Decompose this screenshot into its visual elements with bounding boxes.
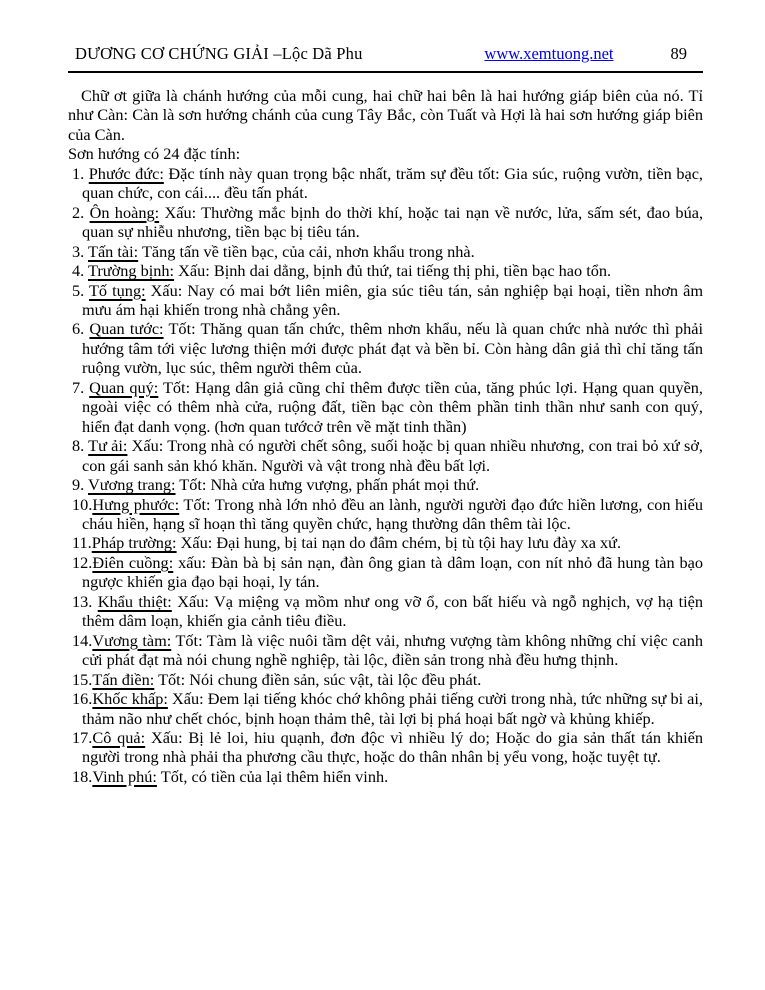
item-term: Phước đức:: [88, 163, 164, 183]
list-item: [68, 261, 703, 280]
item-term: Quan tước:: [89, 319, 164, 339]
item-number: 11.: [72, 533, 92, 553]
item-number: 2.: [72, 202, 90, 222]
item-term: Quan quý:: [89, 377, 159, 397]
item-term: Trường bịnh:: [88, 261, 175, 281]
intro-paragraph: Chữ ơt giữa là chánh hướng của mỗi cung, hai chữ hai bên là hai hướng giáp biên của nó. Tỉ như Càn: Càn là sơn hướng chánh của cung Tây Bắc, còn Tuất và Hợi là hai sơn hướng giáp biên của Càn.: [68, 86, 703, 144]
item-number: 7.: [72, 377, 90, 397]
list-item: [68, 495, 703, 534]
list-item: [68, 203, 703, 242]
list-item: [68, 689, 703, 728]
item-term: Hưng phước:: [92, 494, 180, 514]
item-term: Vương tàm:: [92, 630, 172, 650]
item-term: Pháp trường:: [91, 533, 177, 553]
item-desc: Tăng tấn về tiền bạc, của cải, nhơn khẩu trong nhà.: [138, 241, 475, 261]
item-number: 5.: [72, 280, 89, 300]
item-desc: Xấu: Bị lẻ loi, hiu quạnh, đơn độc vì nhiều lý do; Hoặc do gia sản thất tán khiến người trong nhà phải tha phương cầu thực, hoặc do thân nhân bị yểu vong, hoặc tuyệt tự.: [82, 727, 703, 767]
page-header: [75, 44, 703, 64]
item-desc: Xấu: Đem lại tiếng khóc chớ không phải tiếng cười trong nhà, tức những sự bi ai, thảm não như chết chóc, bịnh hoạn thảm thê, tài lợi bị phá hoại bất ngờ và khủng khiếp.: [82, 689, 704, 728]
item-desc: Tốt: Nhà cửa hưng vượng, phấn phát mọi thứ.: [175, 475, 480, 495]
item-desc: Tốt: Trong nhà lớn nhỏ đều an lành, người người đạo đức hiền lương, con hiếu cháu hiền, hạng sĩ hoạn thì tăng quyền chức, hạng thường dân thêm tài lộc.: [82, 494, 703, 533]
item-desc: Đặc tính này quan trọng bậc nhất, trăm sự đều tốt: Gia súc, ruộng vườn, tiền bạc, quan chức, con cái.... đều tấn phát.: [82, 163, 703, 203]
item-term: Ôn hoàng:: [89, 202, 160, 222]
item-desc: Xấu: Đại hung, bị tai nạn do đâm chém, bị tù tội hay lưu đày xa xứ.: [176, 533, 622, 553]
item-desc: Tốt, có tiền của lại thêm hiển vinh.: [156, 766, 389, 786]
list-item: [68, 767, 703, 786]
list-item: [68, 533, 703, 552]
list-item: [68, 670, 703, 689]
page-number: 89: [670, 44, 687, 63]
page-body: [68, 86, 703, 786]
item-desc: Xấu: Nay có mai bớt liên miên, gia súc tiêu tán, sản nghiệp bại hoại, tiền nhơn âm mưu ám hại khiến trong nhà chẳng yên.: [82, 280, 703, 319]
list-item: [68, 319, 703, 377]
list-item: [68, 281, 703, 320]
list-item: [68, 378, 703, 436]
item-number: 6.: [72, 319, 90, 339]
item-desc: Tốt: Hạng dân giả cũng chỉ thêm được tiền của, tăng phúc lợi. Hạng quan quyền, ngoài việc có thêm nhà cửa, ruộng đất, tiền bạc còn thêm phần tinh thần như sanh con quý, hiển đạt danh vọng. (hơn quan tướcở trên về mặt tinh thần): [82, 377, 704, 436]
list-item: [68, 631, 703, 670]
list-item: [68, 728, 703, 767]
item-number: 4.: [72, 261, 88, 281]
item-number: 10.: [72, 494, 93, 514]
item-desc: Xấu: Thường mắc bịnh do thời khí, hoặc tai nạn về nước, lửa, sấm sét, đao búa, quan sự nhiễu nhương, tiền bạc bị tiêu tán.: [82, 202, 704, 242]
item-desc: Xấu: Bịnh dai dẳng, bịnh đủ thứ, tai tiếng thị phi, tiền bạc hao tổn.: [174, 261, 612, 281]
item-term: Tấn tài:: [88, 241, 139, 261]
book-title: DƯƠNG CƠ CHỨNG GIẢI –Lộc Dã Phu: [75, 44, 363, 63]
website-link[interactable]: www.xemtuong.net: [484, 44, 614, 63]
item-number: 15.: [72, 669, 93, 689]
header-divider: [68, 71, 703, 73]
list-intro-line: Sơn hướng có 24 đặc tính:: [68, 144, 241, 164]
item-term: Vinh phú:: [92, 766, 157, 786]
item-term: Điên cuồng:: [92, 552, 174, 572]
item-number: 17.: [72, 727, 93, 747]
item-term: Tư ải:: [88, 436, 128, 456]
list-item: [68, 164, 703, 203]
item-term: Cô quả:: [92, 727, 146, 747]
item-number: 16.: [72, 689, 93, 709]
item-number: 9.: [72, 475, 88, 495]
item-term: Tấn điền:: [92, 669, 155, 689]
item-term: Khốc khấp:: [92, 689, 168, 709]
item-desc: Tốt: Tàm là việc nuôi tầm dệt vải, nhưng vượng tàm không những chỉ việc canh cửi phát đạt mà nói chung nghề nghiệp, tài lộc, điền sản trong nhà đều hưng thịnh.: [82, 630, 703, 670]
item-term: Tố tụng:: [88, 280, 146, 300]
list-item: [68, 592, 703, 631]
item-desc: Tốt: Nói chung điền sản, súc vật, tài lộc đều phát.: [154, 669, 482, 689]
item-term: Khẩu thiệt:: [97, 591, 172, 611]
item-number: 13.: [72, 591, 98, 611]
item-number: 8.: [72, 436, 89, 456]
list-item: [68, 475, 703, 494]
item-number: 12.: [72, 552, 93, 572]
item-number: 14.: [72, 630, 93, 650]
list-item: [68, 553, 703, 592]
item-number: 3.: [72, 241, 88, 261]
item-term: Vương trang:: [88, 475, 176, 495]
list-item: [68, 242, 703, 261]
attribute-list: [68, 164, 703, 787]
item-desc: Xấu: Vạ miệng vạ mồm như ong vỡ ổ, con bất hiếu và ngỗ nghịch, vợ hạ tiện thêm dâm loạn, khiến gia cảnh tiêu điều.: [82, 591, 704, 631]
item-number: 18.: [72, 766, 93, 786]
list-item: [68, 436, 703, 475]
item-desc: Tốt: Thăng quan tấn chức, thêm nhơn khẩu, nếu là quan chức nhà nước thì phải hướng tâm tới việc lương thiện mới được phát đạt và bền bỉ. Còn hàng dân giả thì chỉ tăng tấn ruộng vườn, lục súc, thêm người thêm của.: [82, 319, 703, 378]
item-desc: xấu: Đàn bà bị sản nạn, đàn ông gian tà dâm loạn, con nít nhỏ đã hung tàn bạo ngược khiến gia đạo bại hoại, ly tán.: [82, 552, 704, 592]
item-number: 1.: [72, 163, 89, 183]
item-desc: Xấu: Trong nhà có người chết sông, suối hoặc bị quan nhiều nhương, con trai bỏ xứ sở, con gái sanh sản khó khăn. Người và vật trong nhà đều bất lợi.: [82, 436, 703, 475]
